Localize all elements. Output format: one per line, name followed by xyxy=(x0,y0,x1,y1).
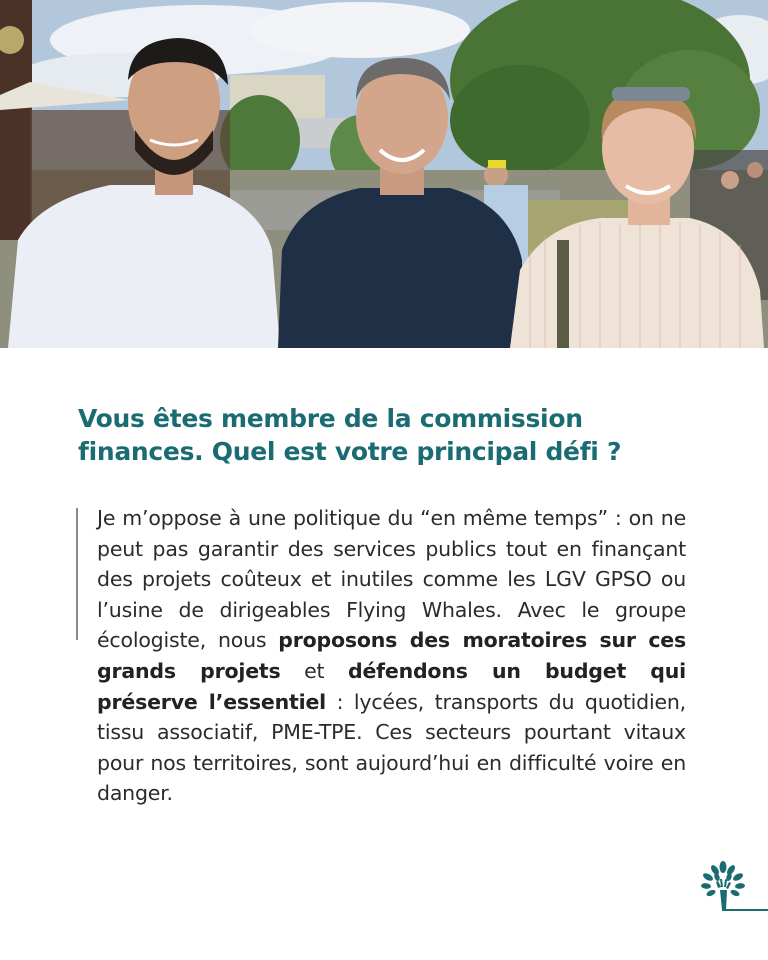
logo-underline xyxy=(722,909,768,911)
answer-text: Je m’oppose à une politique du “en même temps” : on ne peut pas garantir des services publics tout en finançant des projets coûteux et inutiles comme les LGV GPSO ou l’usine de dirigeables Flying Whales. Avec le groupe écologiste, nous xyxy=(97,506,686,653)
interview-answer xyxy=(97,503,686,809)
interview-question: Vous êtes membre de la commission finances. Quel est votre principal défi ? xyxy=(78,404,622,466)
answer-bold-text: défendons un budget qui préserve l’essentiel xyxy=(97,658,686,714)
tree-hand-icon xyxy=(700,860,746,912)
answer-text: et xyxy=(280,658,348,683)
quote-bar xyxy=(76,508,78,640)
answer-text: : lycées, transports du quotidien, tissu associatif, PME-TPE. Ces secteurs pourtant vitaux pour nos territoires, sont aujourd’hui en difficulté voire en danger. xyxy=(97,689,686,806)
header-photo xyxy=(0,0,768,348)
group-photo-illustration xyxy=(0,0,768,348)
answer-bold-text: proposons des moratoires sur ces grands projets xyxy=(97,628,687,683)
